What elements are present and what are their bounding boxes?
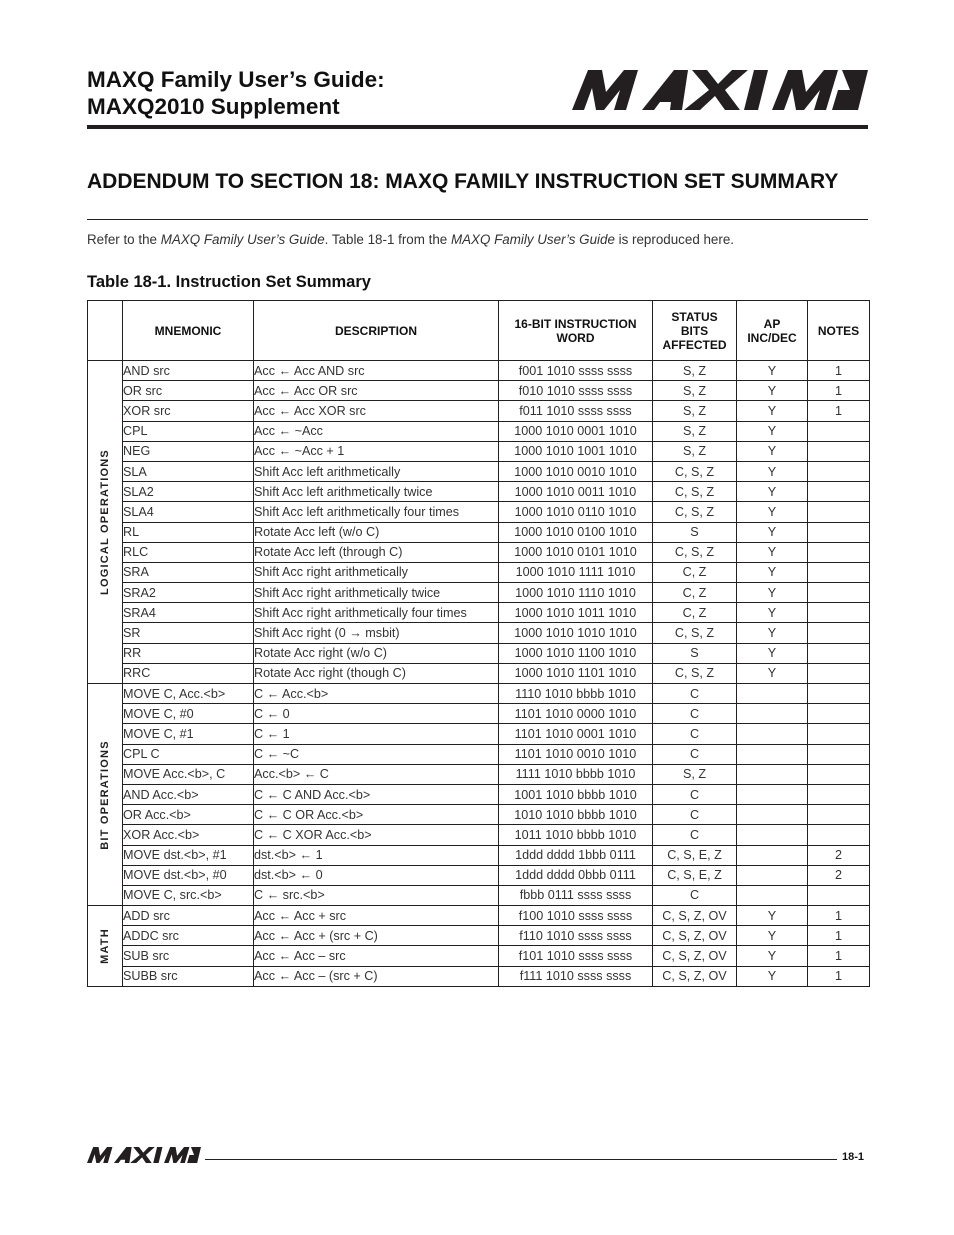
table-row [88, 805, 870, 825]
notes-cell: 2 [808, 845, 870, 865]
mnemonic-cell: SLA4 [123, 502, 254, 522]
ap-cell [737, 744, 808, 764]
table-row [88, 885, 870, 905]
description-cell: Shift Acc left arithmetically four times [254, 502, 499, 522]
instruction-word-cell: 1000 1010 1011 1010 [499, 603, 653, 623]
instruction-word-cell: 1000 1010 1100 1010 [499, 643, 653, 663]
instruction-word-cell: f010 1010 ssss ssss [499, 381, 653, 401]
instruction-word-cell: 1000 1010 1001 1010 [499, 441, 653, 461]
ap-cell: Y [737, 542, 808, 562]
notes-cell [808, 764, 870, 784]
ap-cell: Y [737, 361, 808, 381]
group-label-cell [88, 906, 123, 987]
mnemonic-cell: AND Acc.<b> [123, 784, 254, 804]
description-cell: Acc ← Acc – src [254, 946, 499, 966]
table-row [88, 704, 870, 724]
description-cell: C ← src.<b> [254, 885, 499, 905]
table-row [88, 663, 870, 683]
notes-cell [808, 684, 870, 704]
description-cell: C ← ~C [254, 744, 499, 764]
instruction-word-cell: f110 1010 ssss ssss [499, 926, 653, 946]
status-bits-cell: C [653, 885, 737, 905]
description-cell: C ← 0 [254, 704, 499, 724]
ap-cell: Y [737, 461, 808, 481]
mnemonic-cell: SR [123, 623, 254, 643]
instruction-word-cell: 1101 1010 0010 1010 [499, 744, 653, 764]
instruction-word-cell: f101 1010 ssss ssss [499, 946, 653, 966]
mnemonic-cell: XOR Acc.<b> [123, 825, 254, 845]
mnemonic-cell: AND src [123, 361, 254, 381]
notes-cell: 1 [808, 381, 870, 401]
mnemonic-cell: RRC [123, 663, 254, 683]
document-title-line2: MAXQ2010 Supplement [87, 94, 340, 119]
mnemonic-cell: XOR src [123, 401, 254, 421]
status-bits-cell: S, Z [653, 441, 737, 461]
table-row [88, 845, 870, 865]
ap-cell: Y [737, 663, 808, 683]
section-rule [87, 219, 868, 220]
description-cell: Acc ← ~Acc + 1 [254, 441, 499, 461]
instruction-word-cell: f001 1010 ssss ssss [499, 361, 653, 381]
status-bits-cell: C, Z [653, 562, 737, 582]
ap-cell [737, 825, 808, 845]
instruction-word-cell: 1000 1010 0101 1010 [499, 542, 653, 562]
notes-cell [808, 704, 870, 724]
group-label: BIT OPERATIONS [99, 739, 111, 850]
notes-cell [808, 583, 870, 603]
notes-cell [808, 784, 870, 804]
status-bits-cell: S, Z [653, 401, 737, 421]
status-bits-cell: C, S, E, Z [653, 845, 737, 865]
table-row [88, 603, 870, 623]
notes-cell [808, 562, 870, 582]
document-title-line1: MAXQ Family User’s Guide: [87, 67, 385, 92]
ap-cell: Y [737, 603, 808, 623]
status-bits-cell: C [653, 784, 737, 804]
notes-cell [808, 744, 870, 764]
instruction-word-cell: 1000 1010 0001 1010 [499, 421, 653, 441]
table-row [88, 502, 870, 522]
ap-cell: Y [737, 401, 808, 421]
ap-cell [737, 845, 808, 865]
notes-cell: 1 [808, 361, 870, 381]
mnemonic-cell: MOVE C, #1 [123, 724, 254, 744]
notes-cell [808, 603, 870, 623]
description-cell: Acc ← Acc AND src [254, 361, 499, 381]
mnemonic-cell: SRA2 [123, 583, 254, 603]
notes-cell: 1 [808, 401, 870, 421]
status-bits-cell: C, S, Z [653, 482, 737, 502]
instruction-word-cell: f011 1010 ssss ssss [499, 401, 653, 421]
ap-cell: Y [737, 421, 808, 441]
description-cell: Shift Acc left arithmetically [254, 461, 499, 481]
description-cell: Acc ← Acc XOR src [254, 401, 499, 421]
mnemonic-cell: MOVE dst.<b>, #0 [123, 865, 254, 885]
table-row [88, 784, 870, 804]
status-bits-cell: C, Z [653, 603, 737, 623]
mnemonic-cell: OR src [123, 381, 254, 401]
table-row [88, 966, 870, 986]
notes-cell [808, 663, 870, 683]
mnemonic-cell: MOVE C, Acc.<b> [123, 684, 254, 704]
page-number: 18-1 [842, 1151, 865, 1163]
ap-cell: Y [737, 966, 808, 986]
status-bits-cell: C, S, Z [653, 502, 737, 522]
table-row [88, 381, 870, 401]
mnemonic-cell: CPL C [123, 744, 254, 764]
mnemonic-cell: SUBB src [123, 966, 254, 986]
instruction-word-cell: 1101 1010 0000 1010 [499, 704, 653, 724]
description-cell: Rotate Acc left (w/o C) [254, 522, 499, 542]
ap-cell: Y [737, 502, 808, 522]
description-cell: Shift Acc left arithmetically twice [254, 482, 499, 502]
table-row [88, 744, 870, 764]
status-bits-cell: S [653, 522, 737, 542]
intro-text-3: is reproduced here. [614, 232, 735, 247]
status-bits-cell: C [653, 684, 737, 704]
mnemonic-cell: MOVE C, #0 [123, 704, 254, 724]
group-column-header [88, 301, 123, 361]
notes-cell [808, 461, 870, 481]
ap-cell: Y [737, 381, 808, 401]
table-header-row [88, 301, 870, 361]
guide-title-ref-2: MAXQ Family User’s Guide [450, 232, 615, 247]
instruction-word-cell: 1000 1010 1101 1010 [499, 663, 653, 683]
status-bits-cell: C, S, Z, OV [653, 946, 737, 966]
instruction-word-cell: 1110 1010 bbbb 1010 [499, 684, 653, 704]
group-label: LOGICAL OPERATIONS [99, 449, 111, 595]
guide-title-ref-1: MAXQ Family User’s Guide [160, 232, 325, 247]
table-row [88, 865, 870, 885]
ap-cell: Y [737, 583, 808, 603]
instruction-word-cell: 1000 1010 0110 1010 [499, 502, 653, 522]
table-row [88, 401, 870, 421]
instruction-set-table [87, 300, 870, 987]
table-row [88, 482, 870, 502]
mnemonic-cell: RLC [123, 542, 254, 562]
notes-column-header: NOTES [808, 301, 870, 361]
instruction-word-cell: 1000 1010 0010 1010 [499, 461, 653, 481]
instruction-word-cell: f100 1010 ssss ssss [499, 906, 653, 926]
ap-cell [737, 764, 808, 784]
status-bits-cell: C, Z [653, 583, 737, 603]
instruction-word-cell: 1000 1010 1111 1010 [499, 562, 653, 582]
table-caption: Table 18-1. Instruction Set Summary [87, 273, 371, 291]
mnemonic-cell: MOVE C, src.<b> [123, 885, 254, 905]
notes-cell [808, 522, 870, 542]
instruction-word-cell: 1000 1010 1110 1010 [499, 583, 653, 603]
description-cell: C ← C OR Acc.<b> [254, 805, 499, 825]
instruction-word-cell: 1001 1010 bbbb 1010 [499, 784, 653, 804]
status-bits-cell: C, S, Z [653, 542, 737, 562]
description-cell: C ← 1 [254, 724, 499, 744]
ap-cell: Y [737, 643, 808, 663]
status-bits-cell: C, S, Z, OV [653, 906, 737, 926]
table-row [88, 562, 870, 582]
table-row [88, 542, 870, 562]
status-bits-cell: S, Z [653, 361, 737, 381]
notes-cell [808, 421, 870, 441]
ap-cell [737, 784, 808, 804]
notes-cell [808, 502, 870, 522]
status-bits-cell: C [653, 744, 737, 764]
table-row [88, 825, 870, 845]
notes-cell [808, 441, 870, 461]
status-bits-cell: C [653, 704, 737, 724]
status-bits-cell: C, S, Z, OV [653, 966, 737, 986]
instruction-word-cell: 1101 1010 0001 1010 [499, 724, 653, 744]
table-row [88, 583, 870, 603]
status-bits-cell: S [653, 643, 737, 663]
table-body [88, 361, 870, 987]
description-cell: Shift Acc right arithmetically four times [254, 603, 499, 623]
mnemonic-cell: SLA2 [123, 482, 254, 502]
status-bits-cell: S, Z [653, 421, 737, 441]
instruction-word-cell: 1000 1010 0011 1010 [499, 482, 653, 502]
ap-cell: Y [737, 562, 808, 582]
table-row [88, 926, 870, 946]
notes-cell: 1 [808, 946, 870, 966]
mnemonic-cell: ADDC src [123, 926, 254, 946]
table-row [88, 906, 870, 926]
maxim-logo [572, 70, 868, 110]
description-cell: Rotate Acc right (though C) [254, 663, 499, 683]
description-cell: C ← Acc.<b> [254, 684, 499, 704]
status-bits-column-header: STATUS BITS AFFECTED [653, 301, 737, 361]
description-cell: Shift Acc right (0 → msbit) [254, 623, 499, 643]
description-cell: Acc.<b> ← C [254, 764, 499, 784]
mnemonic-cell: SUB src [123, 946, 254, 966]
instruction-word-cell: 1000 1010 1010 1010 [499, 623, 653, 643]
group-label: MATH [99, 928, 111, 964]
table-row [88, 623, 870, 643]
notes-cell [808, 724, 870, 744]
mnemonic-cell: NEG [123, 441, 254, 461]
table-row [88, 522, 870, 542]
table-row [88, 724, 870, 744]
intro-text-2: . Table 18-1 from the [324, 232, 451, 247]
instruction-word-cell: 1ddd dddd 1bbb 0111 [499, 845, 653, 865]
notes-cell [808, 643, 870, 663]
mnemonic-cell: OR Acc.<b> [123, 805, 254, 825]
ap-cell: Y [737, 522, 808, 542]
instruction-word-cell: 1010 1010 bbbb 1010 [499, 805, 653, 825]
description-cell: dst.<b> ← 0 [254, 865, 499, 885]
notes-cell [808, 542, 870, 562]
description-cell: Acc ← Acc + src [254, 906, 499, 926]
mnemonic-cell: CPL [123, 421, 254, 441]
footer-maxim-logo [87, 1147, 201, 1163]
ap-cell: Y [737, 946, 808, 966]
status-bits-cell: C, S, Z [653, 623, 737, 643]
ap-cell [737, 805, 808, 825]
ap-cell [737, 684, 808, 704]
notes-cell: 1 [808, 966, 870, 986]
notes-cell [808, 805, 870, 825]
description-cell: dst.<b> ← 1 [254, 845, 499, 865]
notes-cell: 2 [808, 865, 870, 885]
mnemonic-cell: SLA [123, 461, 254, 481]
ap-cell [737, 704, 808, 724]
header-rule [87, 125, 868, 129]
intro-paragraph [87, 232, 877, 248]
mnemonic-column-header: MNEMONIC [123, 301, 254, 361]
mnemonic-cell: SRA4 [123, 603, 254, 623]
table-row [88, 421, 870, 441]
ap-cell: Y [737, 623, 808, 643]
ap-cell [737, 865, 808, 885]
mnemonic-cell: RR [123, 643, 254, 663]
instruction-word-cell: 1011 1010 bbbb 1010 [499, 825, 653, 845]
mnemonic-cell: ADD src [123, 906, 254, 926]
table-row [88, 441, 870, 461]
instruction-word-cell: fbbb 0111 ssss ssss [499, 885, 653, 905]
status-bits-cell: C [653, 825, 737, 845]
instruction-word-cell: 1ddd dddd 0bbb 0111 [499, 865, 653, 885]
instruction-word-column-header: 16-BIT INSTRUCTION WORD [499, 301, 653, 361]
mnemonic-cell: MOVE dst.<b>, #1 [123, 845, 254, 865]
mnemonic-cell: SRA [123, 562, 254, 582]
description-cell: C ← C AND Acc.<b> [254, 784, 499, 804]
status-bits-cell: C [653, 805, 737, 825]
description-cell: C ← C XOR Acc.<b> [254, 825, 499, 845]
mnemonic-cell: MOVE Acc.<b>, C [123, 764, 254, 784]
instruction-word-cell: 1000 1010 0100 1010 [499, 522, 653, 542]
status-bits-cell: C [653, 724, 737, 744]
document-title [87, 66, 557, 120]
status-bits-cell: C, S, Z [653, 461, 737, 481]
notes-cell: 1 [808, 926, 870, 946]
notes-cell [808, 623, 870, 643]
description-cell: Acc ← Acc OR src [254, 381, 499, 401]
table-row [88, 461, 870, 481]
instruction-word-cell: f111 1010 ssss ssss [499, 966, 653, 986]
ap-cell [737, 724, 808, 744]
table-row [88, 946, 870, 966]
notes-cell [808, 825, 870, 845]
table-row [88, 764, 870, 784]
description-cell: Shift Acc right arithmetically twice [254, 583, 499, 603]
status-bits-cell: S, Z [653, 381, 737, 401]
group-label-cell [88, 684, 123, 906]
ap-cell [737, 885, 808, 905]
table-row [88, 643, 870, 663]
description-column-header: DESCRIPTION [254, 301, 499, 361]
footer-rule [205, 1159, 837, 1160]
description-cell: Shift Acc right arithmetically [254, 562, 499, 582]
intro-text-1: Refer to the [87, 232, 161, 247]
status-bits-cell: C, S, Z, OV [653, 926, 737, 946]
ap-cell: Y [737, 926, 808, 946]
mnemonic-cell: RL [123, 522, 254, 542]
notes-cell [808, 482, 870, 502]
group-label-cell [88, 361, 123, 684]
notes-cell [808, 885, 870, 905]
description-cell: Acc ← Acc + (src + C) [254, 926, 499, 946]
ap-column-header: AP INC/DEC [737, 301, 808, 361]
description-cell: Acc ← ~Acc [254, 421, 499, 441]
description-cell: Acc ← Acc – (src + C) [254, 966, 499, 986]
table-row [88, 684, 870, 704]
description-cell: Rotate Acc right (w/o C) [254, 643, 499, 663]
instruction-word-cell: 1111 1010 bbbb 1010 [499, 764, 653, 784]
table-row [88, 361, 870, 381]
ap-cell: Y [737, 441, 808, 461]
status-bits-cell: S, Z [653, 764, 737, 784]
section-heading: ADDENDUM TO SECTION 18: MAXQ FAMILY INSTRUCTION SET SUMMARY [87, 170, 839, 193]
ap-cell: Y [737, 906, 808, 926]
status-bits-cell: C, S, Z [653, 663, 737, 683]
description-cell: Rotate Acc left (through C) [254, 542, 499, 562]
ap-cell: Y [737, 482, 808, 502]
notes-cell: 1 [808, 906, 870, 926]
status-bits-cell: C, S, E, Z [653, 865, 737, 885]
